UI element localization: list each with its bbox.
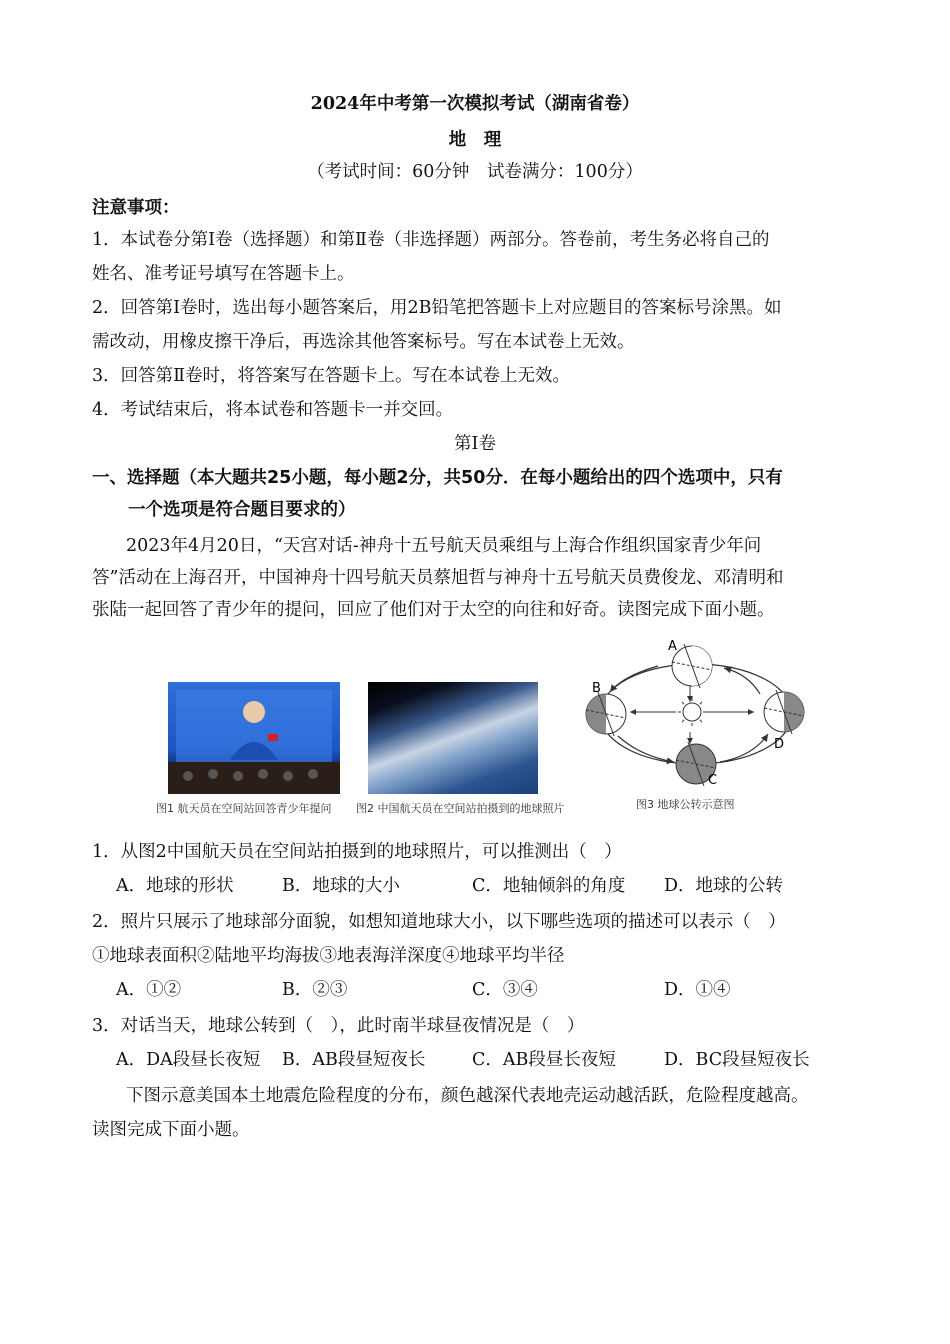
part-heading: 一、选择题（本大题共25小题，每小题2分，共50分．在每小题给出的四个选项中，只有 xyxy=(92,468,783,488)
astronaut-illustration xyxy=(168,682,340,794)
notice-heading: 注意事项： xyxy=(92,198,180,218)
passage-line: 答”活动在上海召开，中国神舟十四号航天员蔡旭哲与神舟十五号航天员费俊龙、邓清明和 xyxy=(92,568,784,588)
option-c[interactable]: C．AB段昼长夜短 xyxy=(472,1050,616,1070)
option-d[interactable]: D．①④ xyxy=(664,980,731,1000)
fig1-caption: 图1 航天员在空间站回答青少年提问 xyxy=(156,802,332,815)
astronaut-photo xyxy=(168,682,340,794)
question-sub: ①地球表面积②陆地平均海拔③地表海洋深度④地球平均半径 xyxy=(92,946,565,966)
option-b[interactable]: B．地球的大小 xyxy=(282,876,400,896)
option-d[interactable]: D．BC段昼短夜长 xyxy=(664,1050,810,1070)
earth-photo xyxy=(368,682,538,794)
passage-line: 2023年4月20日，“天宫对话-神舟十五号航天员乘组与上海合作组织国家青少年问 xyxy=(126,536,762,556)
question-stem: 2．照片只展示了地球部分面貌，如想知道地球大小，以下哪些选项的描述可以表示（ ） xyxy=(92,912,786,932)
label-a: A xyxy=(668,639,677,654)
notice-item: 3．回答第Ⅱ卷时，将答案写在答题卡上。写在本试卷上无效。 xyxy=(92,366,571,386)
exam-title: 2024年中考第一次模拟考试（湖南省卷） xyxy=(310,94,640,114)
label-c: C xyxy=(708,773,718,788)
passage-line: 张陆一起回答了青少年的提问，回应了他们对于太空的向往和好奇。读图完成下面小题。 xyxy=(92,600,775,620)
option-d[interactable]: D．地球的公转 xyxy=(664,876,784,896)
label-d: D xyxy=(774,737,785,752)
passage-line: 读图完成下面小题。 xyxy=(92,1120,250,1140)
question-stem: 3．对话当天，地球公转到（ ），此时南半球昼夜情况是（ ） xyxy=(92,1016,585,1036)
fig2-caption: 图2 中国航天员在空间站拍摄到的地球照片 xyxy=(356,802,565,815)
label-b: B xyxy=(592,681,601,696)
fig3-caption: 图3 地球公转示意图 xyxy=(636,798,735,811)
option-b[interactable]: B．②③ xyxy=(282,980,348,1000)
question-stem: 1．从图2中国航天员在空间站拍摄到的地球照片，可以推测出（ ） xyxy=(92,842,622,862)
volume-heading: 第Ⅰ卷 xyxy=(454,434,496,454)
earth-d xyxy=(764,690,804,734)
exam-info: （考试时间：60分钟 试卷满分：100分） xyxy=(307,162,643,182)
notice-item: 4．考试结束后，将本试卷和答题卡一并交回。 xyxy=(92,400,454,420)
option-c[interactable]: C．③④ xyxy=(472,980,538,1000)
sun-icon xyxy=(678,698,706,726)
option-a[interactable]: A．地球的形状 xyxy=(116,876,234,896)
option-a[interactable]: A．DA段昼长夜短 xyxy=(116,1050,261,1070)
option-b[interactable]: B．AB段昼短夜长 xyxy=(282,1050,426,1070)
option-a[interactable]: A．①② xyxy=(116,980,182,1000)
part-heading-cont: 一个选项是符合题目要求的） xyxy=(128,500,356,520)
passage-line: 下图示意美国本土地震危险程度的分布，颜色越深代表地壳运动越活跃，危险程度越高。 xyxy=(126,1086,809,1106)
notice-item: 1．本试卷分第Ⅰ卷（选择题）和第Ⅱ卷（非选择题）两部分。答卷前，考生务必将自己的 xyxy=(92,230,770,250)
option-c[interactable]: C．地轴倾斜的角度 xyxy=(472,876,626,896)
earth-a xyxy=(672,644,712,688)
notice-item: 姓名、准考证号填写在答题卡上。 xyxy=(92,264,355,284)
earth-revolution-diagram xyxy=(578,636,818,806)
earth-b xyxy=(586,692,626,736)
notice-item: 需改动，用橡皮擦干净后，再选涂其他答案标号。写在本试卷上无效。 xyxy=(92,332,635,352)
subject-title: 地 理 xyxy=(448,130,502,150)
notice-item: 2．回答第Ⅰ卷时，选出每小题答案后，用2B铅笔把答题卡上对应题目的答案标号涂黑。如 xyxy=(92,298,782,318)
